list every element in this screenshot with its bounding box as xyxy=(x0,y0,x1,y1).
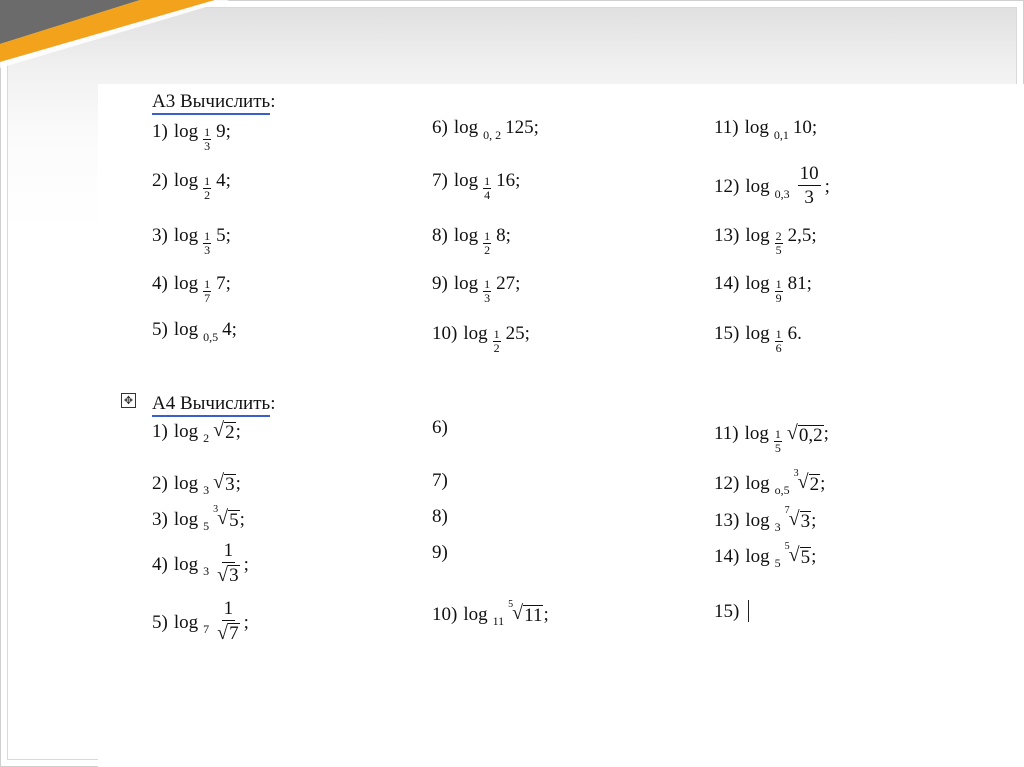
a4-heading-label: А4 Вычислить xyxy=(152,393,270,417)
log-base: $\frac{1}{3}$ xyxy=(204,229,211,257)
a3-heading-label: А3 Вычислить xyxy=(152,91,270,115)
a4-heading: А4 Вычислить: xyxy=(152,394,275,413)
a3-heading: А3 Вычислить: xyxy=(152,92,275,111)
a4-item-2: 2) log 3 √ 3 ; xyxy=(152,471,241,497)
a3-item-15: 15) log $\frac{1}{6}$ 6. xyxy=(714,323,802,355)
a4-item-10: 10) log 11 5 √ 11 ; xyxy=(432,599,549,628)
log-base: $\frac{1}{2}$ xyxy=(204,174,211,202)
a4-item-3: 3) log 5 3 √ 5 ; xyxy=(152,504,245,533)
a3-item-10: 10) log $\frac{1}{2}$ 25; xyxy=(432,323,530,355)
radical: 7 √ 3 xyxy=(784,505,811,532)
a4-item-4: 4) log 3 1 √ 3 ; xyxy=(152,540,249,586)
log-base: $\frac{1}{5}$ xyxy=(774,427,781,455)
corner-accent xyxy=(0,0,240,70)
a4-item-8: 8) xyxy=(432,506,448,527)
a3-item-7: 7) log $\frac{1}{4}$ 16; xyxy=(432,170,521,202)
a4-item-9: 9) xyxy=(432,542,448,563)
a4-item-12: 12) log o,5 3 √ 2 ; xyxy=(714,468,826,497)
a3-item-14: 14) log $\frac{1}{9}$ 81; xyxy=(714,273,812,305)
fraction: 1 √ 7 xyxy=(217,598,239,644)
log-base: $\frac{1}{3}$ xyxy=(484,277,491,305)
radical: √ 0,2 xyxy=(786,421,823,446)
a4-item-15[interactable]: 15) xyxy=(714,600,749,622)
a3-item-12: 12) log 0,3 10 3 ; xyxy=(714,163,830,208)
log-argument-fraction: 10 3 xyxy=(799,163,819,208)
a3-item-8: 8) log $\frac{1}{2}$ 8; xyxy=(432,225,511,257)
a4-item-11: 11) log $\frac{1}{5}$ √ 0,2 ; xyxy=(714,421,829,455)
a4-item-7: 7) xyxy=(432,470,448,491)
radical: √ 3 xyxy=(213,471,235,495)
log-base: $\frac{2}{5}$ xyxy=(775,229,782,257)
a4-item-13: 13) log 3 7 √ 3 ; xyxy=(714,505,817,534)
a4-item-5: 5) log 7 1 √ 7 ; xyxy=(152,598,249,644)
log-base: $\frac{1}{7}$ xyxy=(204,277,211,305)
a4-item-14: 14) log 5 5 √ 5 ; xyxy=(714,541,817,570)
log-base: $\frac{1}{9}$ xyxy=(775,277,782,305)
a4-item-6: 6) xyxy=(432,417,448,438)
log-base: $\frac{1}{2}$ xyxy=(484,229,491,257)
move-anchor-icon[interactable]: ✥ xyxy=(121,393,136,408)
radical: 5 √ 11 xyxy=(508,599,543,626)
a3-item-6: 6) log 0, 2 125; xyxy=(432,117,539,142)
log-base: $\frac{1}{4}$ xyxy=(484,174,491,202)
a3-item-11: 11) log 0,1 10; xyxy=(714,117,818,142)
a3-item-9: 9) log $\frac{1}{3}$ 27; xyxy=(432,273,521,305)
a3-item-5: 5) log 0,5 4; xyxy=(152,319,237,344)
radical: 3 √ 5 xyxy=(213,504,239,531)
a3-item-2: 2) log $\frac{1}{2}$ 4; xyxy=(152,170,231,202)
a3-item-1: 1) log $\frac{1}{3}$ 9; xyxy=(152,121,231,153)
fraction: 1 √ 3 xyxy=(217,540,239,586)
log-base: $\frac{1}{2}$ xyxy=(493,327,500,355)
a4-item-1: 1) log 2 √ 2 ; xyxy=(152,419,241,445)
a3-item-3: 3) log $\frac{1}{3}$ 5; xyxy=(152,225,231,257)
text-cursor xyxy=(748,600,749,622)
radical: √ 2 xyxy=(213,419,235,443)
a3-item-13: 13) log $\frac{2}{5}$ 2,5; xyxy=(714,225,817,257)
log-base: $\frac{1}{3}$ xyxy=(204,125,211,153)
a3-item-4: 4) log $\frac{1}{7}$ 7; xyxy=(152,273,231,305)
log-base: $\frac{1}{6}$ xyxy=(775,327,782,355)
radical: 3 √ 2 xyxy=(793,468,820,495)
radical: 5 √ 5 xyxy=(784,541,811,568)
